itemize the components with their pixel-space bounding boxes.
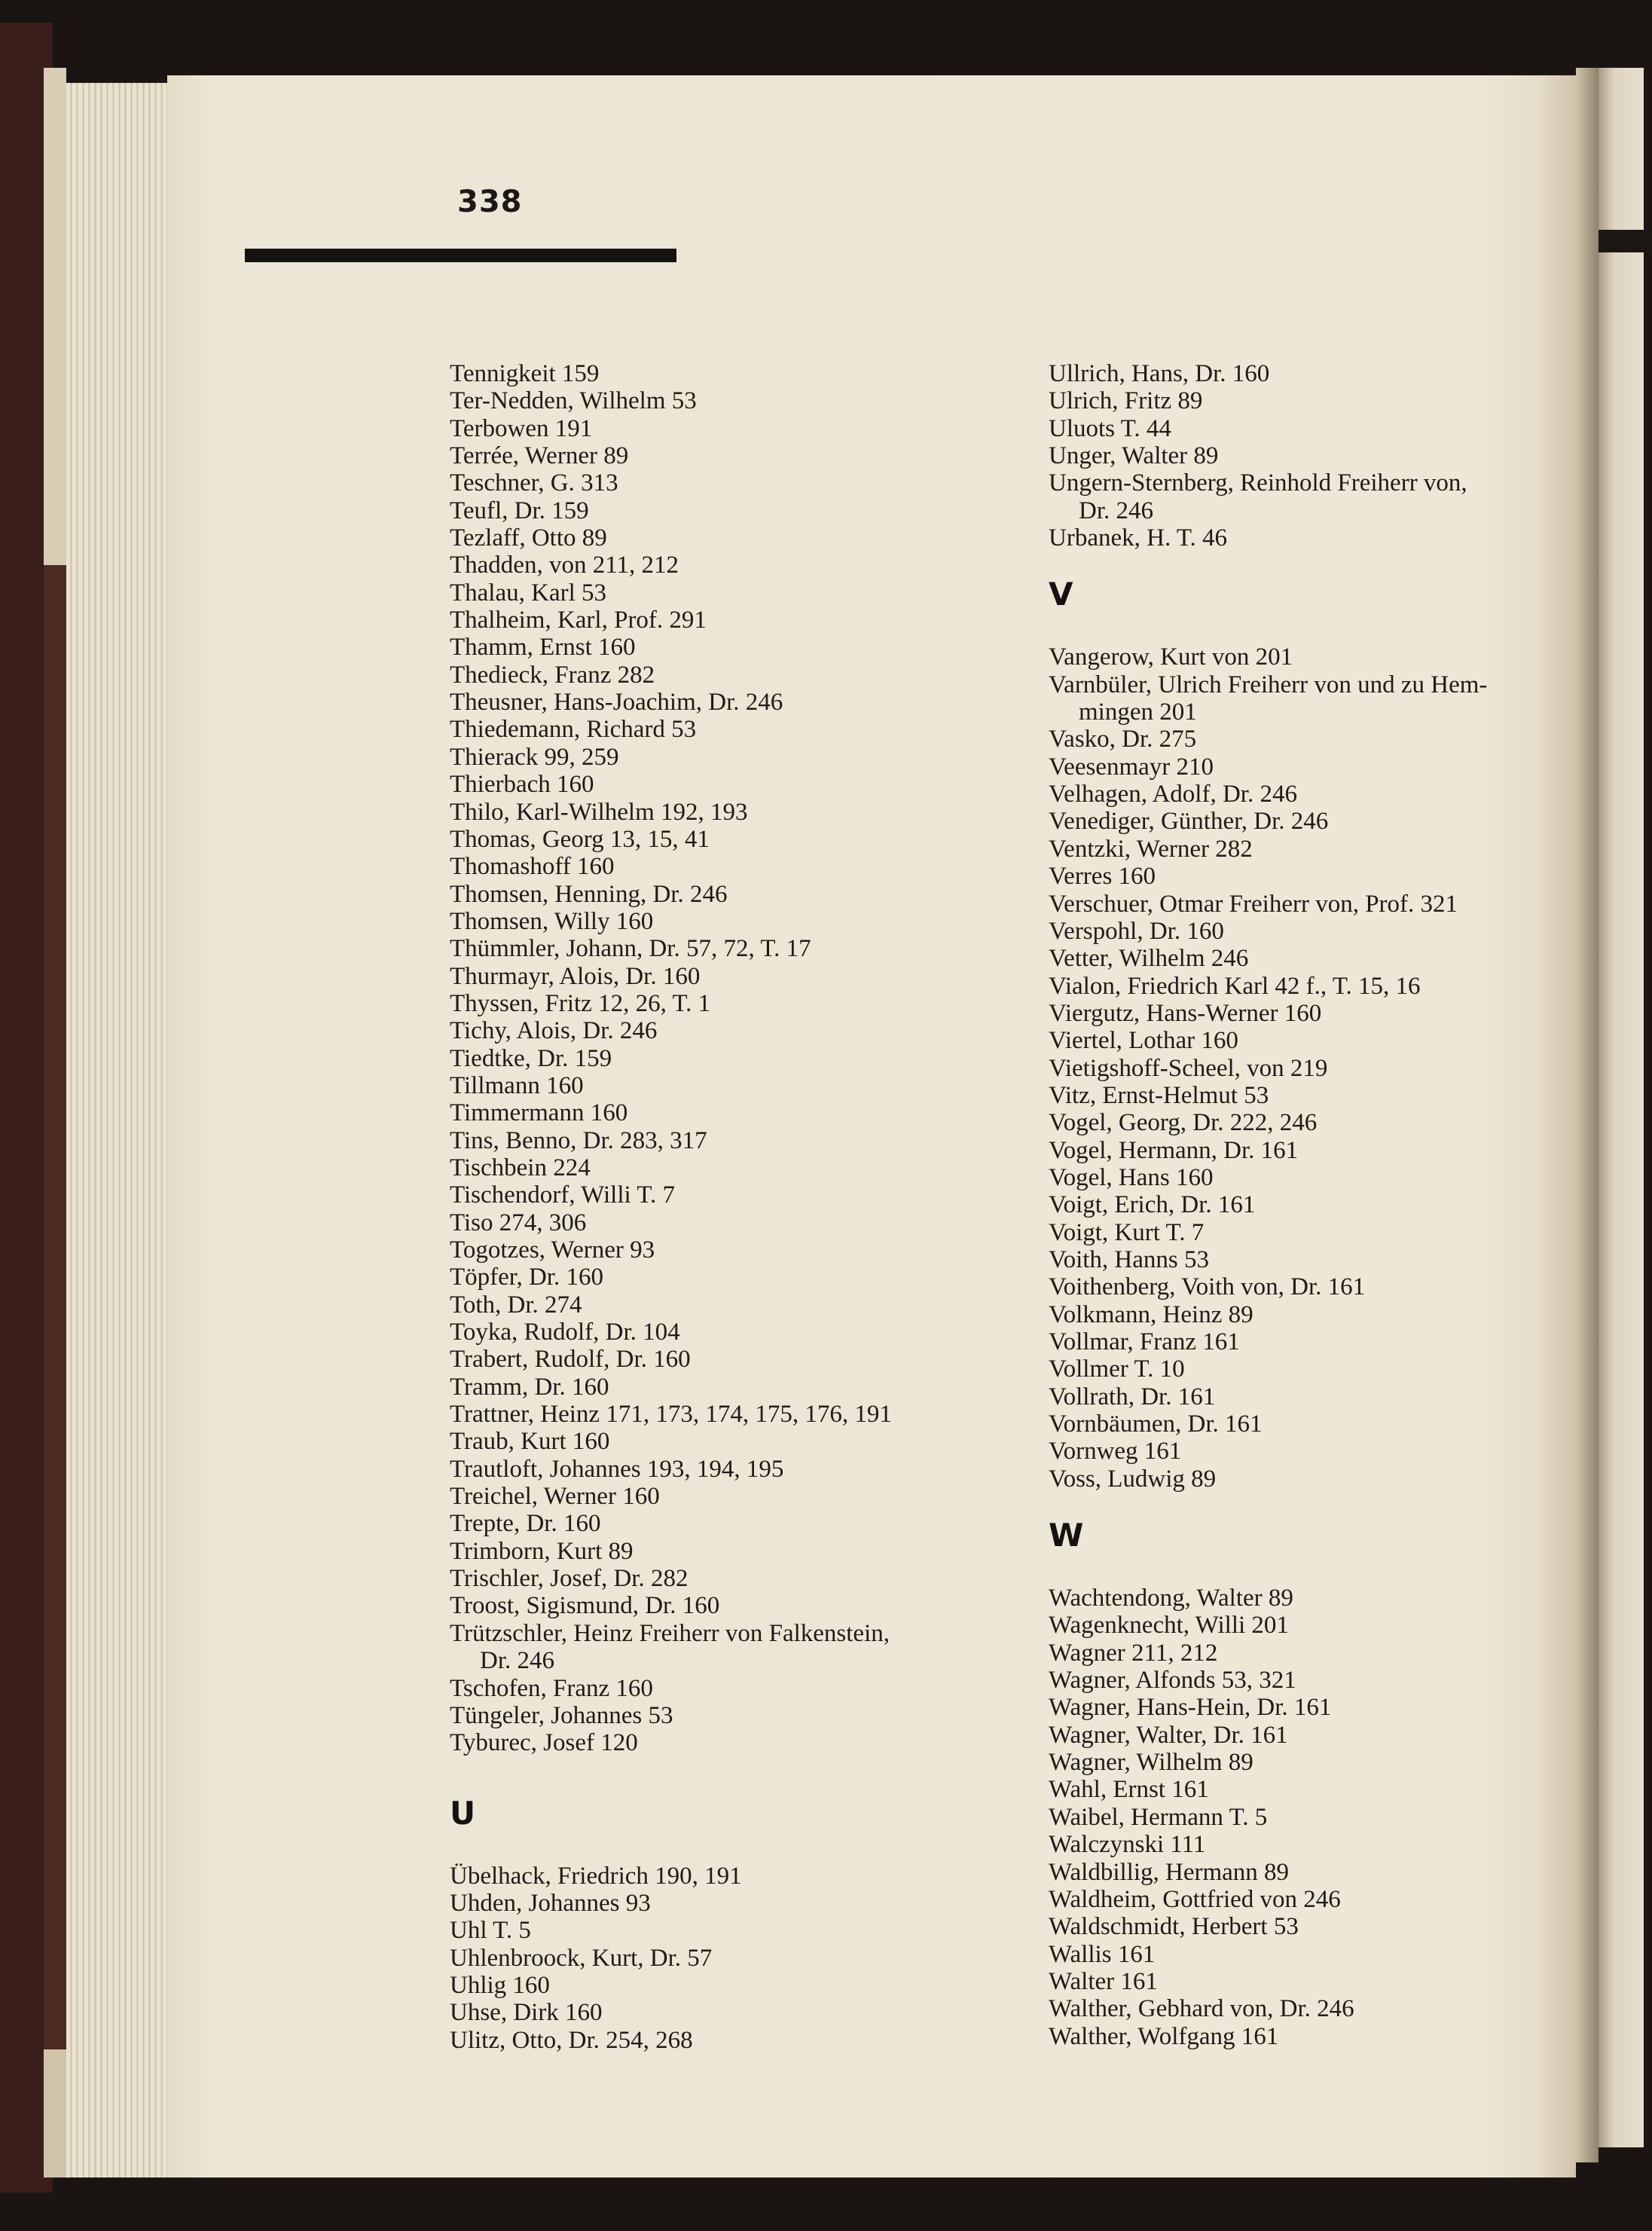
index-entry: Thamm, Ernst 160 <box>450 634 636 662</box>
index-entry: Thomas, Georg 13, 15, 41 <box>450 825 710 853</box>
index-entry: Terbowen 191 <box>450 414 593 442</box>
index-entry: Tschofen, Franz 160 <box>450 1674 653 1702</box>
index-entry: Walther, Wolfgang 161 <box>1049 2022 1279 2050</box>
index-entry: Ulitz, Otto, Dr. 254, 268 <box>450 2026 693 2054</box>
index-entry: Troost, Sigismund, Dr. 160 <box>450 1592 720 1620</box>
index-entry: Vornweg 161 <box>1049 1438 1182 1465</box>
index-entry: Togotzes, Werner 93 <box>450 1236 655 1264</box>
index-entry: Tins, Benno, Dr. 283, 317 <box>450 1126 707 1154</box>
index-entry: Tischendorf, Willi T. 7 <box>450 1181 676 1209</box>
index-entry: Thümmler, Johann, Dr. 57, 72, T. 17 <box>450 935 811 963</box>
index-entry: Tramm, Dr. 160 <box>450 1373 609 1401</box>
index-entry: Vogel, Hans 160 <box>1049 1163 1214 1191</box>
index-entry: Vollmer T. 10 <box>1049 1355 1185 1383</box>
index-entry: Walther, Gebhard von, Dr. 246 <box>1049 1995 1354 2023</box>
section-t-entries <box>450 360 892 1757</box>
index-entry: Tiedtke, Dr. 159 <box>450 1044 612 1072</box>
index-entry: Vialon, Friedrich Karl 42 f., T. 15, 16 <box>1049 972 1421 1000</box>
index-entry: Veesenmayr 210 <box>1049 753 1214 781</box>
index-entry: Trützschler, Heinz Freiherr von Falkenstein, <box>450 1619 890 1647</box>
index-entry: Treichel, Werner 160 <box>450 1483 660 1511</box>
index-entry: Vietigshoff-Scheel, von 219 <box>1049 1054 1328 1082</box>
index-entry: Tezlaff, Otto 89 <box>450 524 607 552</box>
index-entry: Wallis 161 <box>1049 1940 1156 1968</box>
index-entry: Ungern-Sternberg, Reinhold Freiherr von, <box>1049 469 1467 497</box>
index-entry: Unger, Walter 89 <box>1049 442 1219 470</box>
index-entry: Trabert, Rudolf, Dr. 160 <box>450 1346 691 1374</box>
index-entry: Thierbach 160 <box>450 771 594 799</box>
index-entry: Vitz, Ernst-Helmut 53 <box>1049 1081 1269 1109</box>
section-heading-v: V <box>1049 576 1073 613</box>
index-entry: Ventzki, Werner 282 <box>1049 835 1253 863</box>
section-heading-w: W <box>1049 1517 1084 1554</box>
index-entry: Walter 161 <box>1049 1967 1158 1995</box>
index-entry: Trimborn, Kurt 89 <box>450 1537 634 1565</box>
index-entry: Tischbein 224 <box>450 1154 591 1181</box>
index-entry: Varnbüler, Ulrich Freiherr von und zu Hem- <box>1049 671 1488 698</box>
index-entry: Viergutz, Hans-Werner 160 <box>1049 999 1322 1027</box>
index-entry: Uhlig 160 <box>450 1971 550 1999</box>
index-entry: Uhl T. 5 <box>450 1917 531 1945</box>
index-entry: Wagner, Walter, Dr. 161 <box>1049 1721 1288 1749</box>
index-entry: Thilo, Karl-Wilhelm 192, 193 <box>450 798 748 826</box>
index-entry: Wagner, Alfonds 53, 321 <box>1049 1667 1296 1695</box>
index-entry: Vollmar, Franz 161 <box>1049 1328 1240 1355</box>
index-entry: Uhse, Dirk 160 <box>450 1999 603 2027</box>
index-entry: Thadden, von 211, 212 <box>450 552 679 579</box>
section-u-entries <box>450 1863 892 2054</box>
index-entry: Trepte, Dr. 160 <box>450 1510 601 1538</box>
index-entry: mingen 201 <box>1079 698 1197 726</box>
index-entry: Trischler, Josef, Dr. 282 <box>450 1565 689 1593</box>
index-entry: Thedieck, Franz 282 <box>450 661 655 689</box>
header-rule <box>245 249 676 262</box>
index-entry: Thurmayr, Alois, Dr. 160 <box>450 962 701 990</box>
index-entry: Wagner, Hans-Hein, Dr. 161 <box>1049 1694 1332 1722</box>
index-entry: Traub, Kurt 160 <box>450 1428 610 1456</box>
index-entry: Ter-Nedden, Wilhelm 53 <box>450 387 697 415</box>
index-entry: Terrée, Werner 89 <box>450 442 629 470</box>
index-entry: Voith, Hanns 53 <box>1049 1245 1209 1273</box>
index-entry: Verres 160 <box>1049 863 1156 891</box>
section-w-entries <box>1049 1585 1487 2050</box>
index-entry: Voithenberg, Voith von, Dr. 161 <box>1049 1273 1366 1301</box>
index-entry: Toyka, Rudolf, Dr. 104 <box>450 1319 680 1346</box>
index-entry: Vogel, Georg, Dr. 222, 246 <box>1049 1109 1318 1137</box>
index-entry: Theusner, Hans-Joachim, Dr. 246 <box>450 689 783 717</box>
index-entry: Vangerow, Kurt von 201 <box>1049 643 1293 671</box>
index-entry: Waibel, Hermann T. 5 <box>1049 1803 1268 1831</box>
index-entry: Teschner, G. 313 <box>450 469 618 497</box>
index-entry: Toth, Dr. 274 <box>450 1291 582 1319</box>
index-entry: Wagenknecht, Willi 201 <box>1049 1612 1289 1640</box>
index-entry: Urbanek, H. T. 46 <box>1049 524 1228 552</box>
index-entry: Tichy, Alois, Dr. 246 <box>450 1017 658 1045</box>
index-entry: Vetter, Wilhelm 246 <box>1049 945 1249 973</box>
index-entry: Thyssen, Fritz 12, 26, T. 1 <box>450 989 711 1017</box>
index-entry: Vollrath, Dr. 161 <box>1049 1383 1216 1410</box>
index-entry: Vornbäumen, Dr. 161 <box>1049 1410 1263 1438</box>
index-entry: Thalheim, Karl, Prof. 291 <box>450 607 707 634</box>
index-entry: Wachtendong, Walter 89 <box>1049 1585 1293 1612</box>
index-entry: Thierack 99, 259 <box>450 743 619 771</box>
index-entry: Dr. 246 <box>1079 497 1153 524</box>
index-entry: Verschuer, Otmar Freiherr von, Prof. 321 <box>1049 890 1458 918</box>
index-entry: Tennigkeit 159 <box>450 360 600 387</box>
index-column-right <box>1049 360 1487 2050</box>
index-entry: Waldbillig, Hermann 89 <box>1049 1858 1290 1886</box>
index-entry: Trautloft, Johannes 193, 194, 195 <box>450 1455 784 1483</box>
index-entry: Voigt, Erich, Dr. 161 <box>1049 1191 1256 1219</box>
index-entry: Dr. 246 <box>480 1647 554 1675</box>
index-entry: Vogel, Hermann, Dr. 161 <box>1049 1136 1299 1164</box>
index-entry: Tüngeler, Johannes 53 <box>450 1701 673 1729</box>
index-entry: Uhlenbroock, Kurt, Dr. 57 <box>450 1944 713 1972</box>
section-v-entries <box>1049 643 1487 1493</box>
index-entry: Velhagen, Adolf, Dr. 246 <box>1049 781 1297 808</box>
index-entry: Ullrich, Hans, Dr. 160 <box>1049 360 1270 387</box>
index-entry: Voigt, Kurt T. 7 <box>1049 1218 1205 1246</box>
section-u-entries-continued <box>1049 360 1487 552</box>
index-entry: Wahl, Ernst 161 <box>1049 1776 1209 1804</box>
index-entry: Waldheim, Gottfried von 246 <box>1049 1885 1341 1913</box>
index-entry: Thomsen, Willy 160 <box>450 907 654 935</box>
index-column-left <box>450 360 892 2054</box>
page-number: 338 <box>457 185 523 219</box>
index-entry: Vasko, Dr. 275 <box>1049 726 1197 753</box>
index-entry: Viertel, Lothar 160 <box>1049 1027 1238 1055</box>
index-entry: Verspohl, Dr. 160 <box>1049 917 1224 945</box>
index-entry: Töpfer, Dr. 160 <box>450 1264 603 1291</box>
index-entry: Walczynski 111 <box>1049 1831 1206 1859</box>
index-entry: Timmermann 160 <box>450 1099 628 1127</box>
index-entry: Thiedemann, Richard 53 <box>450 716 697 744</box>
index-entry: Wagner 211, 212 <box>1049 1639 1218 1667</box>
index-entry: Teufl, Dr. 159 <box>450 497 589 524</box>
index-entry: Tillmann 160 <box>450 1071 584 1099</box>
index-entry: Thomsen, Henning, Dr. 246 <box>450 880 728 908</box>
index-entry: Wagner, Wilhelm 89 <box>1049 1749 1254 1777</box>
index-entry: Uluots T. 44 <box>1049 414 1171 442</box>
index-entry: Ulrich, Fritz 89 <box>1049 387 1203 415</box>
index-entry: Trattner, Heinz 171, 173, 174, 175, 176, 191 <box>450 1401 892 1429</box>
index-entry: Übelhack, Friedrich 190, 191 <box>450 1862 742 1890</box>
index-entry: Venediger, Günther, Dr. 246 <box>1049 808 1329 836</box>
index-entry: Thalau, Karl 53 <box>450 579 607 607</box>
index-entry: Waldschmidt, Herbert 53 <box>1049 1913 1299 1941</box>
index-entry: Tiso 274, 306 <box>450 1209 587 1236</box>
index-entry: Voss, Ludwig 89 <box>1049 1465 1217 1493</box>
index-entry: Volkmann, Heinz 89 <box>1049 1300 1254 1328</box>
section-heading-u: U <box>450 1794 476 1832</box>
index-entry: Tyburec, Josef 120 <box>450 1729 638 1757</box>
index-entry: Thomashoff 160 <box>450 853 615 881</box>
index-entry: Uhden, Johannes 93 <box>450 1889 651 1917</box>
